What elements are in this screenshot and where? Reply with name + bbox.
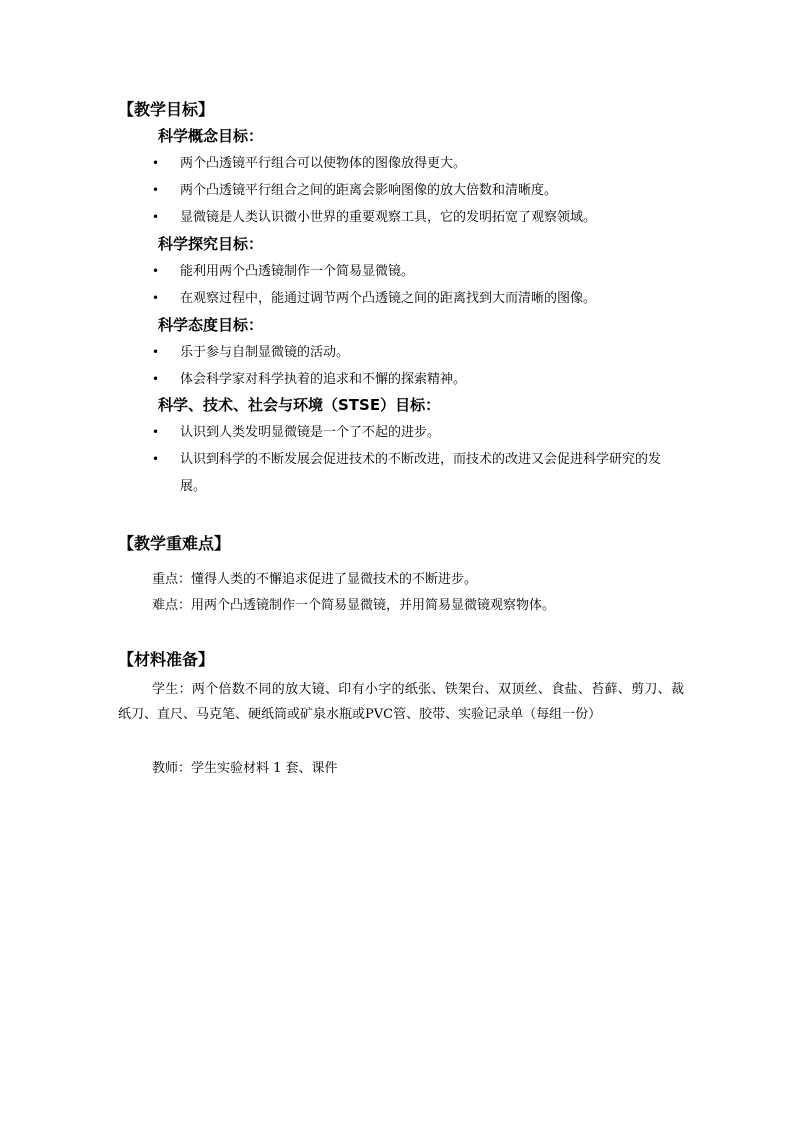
teacher-materials-text: 教师：学生实验材料 1 套、课件: [152, 761, 338, 776]
materials-heading: 【材料准备】: [118, 650, 215, 669]
bullet-icon: •: [152, 291, 160, 305]
concept-item: • 两个凸透镜平行组合可以使物体的图像放得更大。: [152, 150, 692, 177]
stse-item: • 认识到科学的不断发展会促进技术的不断改进，而技术的改进又会促进科学研究的发展。: [152, 446, 682, 500]
inquiry-item: • 在观察过程中，能通过调节两个凸透镜之间的距离找到大而清晰的图像。: [152, 285, 692, 312]
inquiry-item: • 能利用两个凸透镜制作一个简易显微镜。: [152, 258, 692, 285]
bullet-icon: •: [152, 264, 160, 278]
attitude-item: • 乐于参与自制显微镜的活动。: [152, 339, 692, 366]
concept-item: • 两个凸透镜平行组合之间的距离会影响图像的放大倍数和清晰度。: [152, 177, 692, 204]
key-point-text: 重点：懂得人类的不懈追求促进了显微技术的不断进步。: [152, 572, 478, 587]
bullet-icon: •: [152, 183, 160, 197]
inquiry-objectives-title: 科学探究目标：: [158, 235, 264, 253]
bullet-icon: •: [152, 425, 160, 439]
concept-item: • 显微镜是人类认识微小世界的重要观察工具，它的发明拓宽了观察领域。: [152, 204, 692, 231]
bullet-icon: •: [152, 210, 160, 224]
concept-objectives-title: 科学概念目标：: [158, 127, 264, 145]
bullet-icon: •: [152, 452, 160, 466]
attitude-item: • 体会科学家对科学执着的追求和不懈的探索精神。: [152, 366, 692, 393]
bullet-icon: •: [152, 372, 160, 386]
objectives-heading: 【教学目标】: [118, 100, 215, 119]
bullet-icon: •: [152, 156, 160, 170]
stse-objectives-title: 科学、技术、社会与环境（STSE）目标：: [158, 396, 441, 414]
bullet-icon: •: [152, 345, 160, 359]
difficulty-text: 难点：用两个凸透镜制作一个简易显微镜，并用简易显微镜观察物体。: [152, 598, 556, 613]
student-materials-text: 学生：两个倍数不同的放大镜、印有小字的纸张、铁架台、双顶丝、食盐、苔藓、剪刀、裁纸刀、直尺、马克笔、硬纸筒或矿泉水瓶或PVC管、胶带、实验记录单（每组一份）: [118, 682, 684, 722]
key-points-heading: 【教学重难点】: [118, 534, 231, 553]
stse-item: • 认识到人类发明显微镜是一个了不起的进步。: [152, 419, 692, 446]
attitude-objectives-title: 科学态度目标：: [158, 316, 264, 334]
